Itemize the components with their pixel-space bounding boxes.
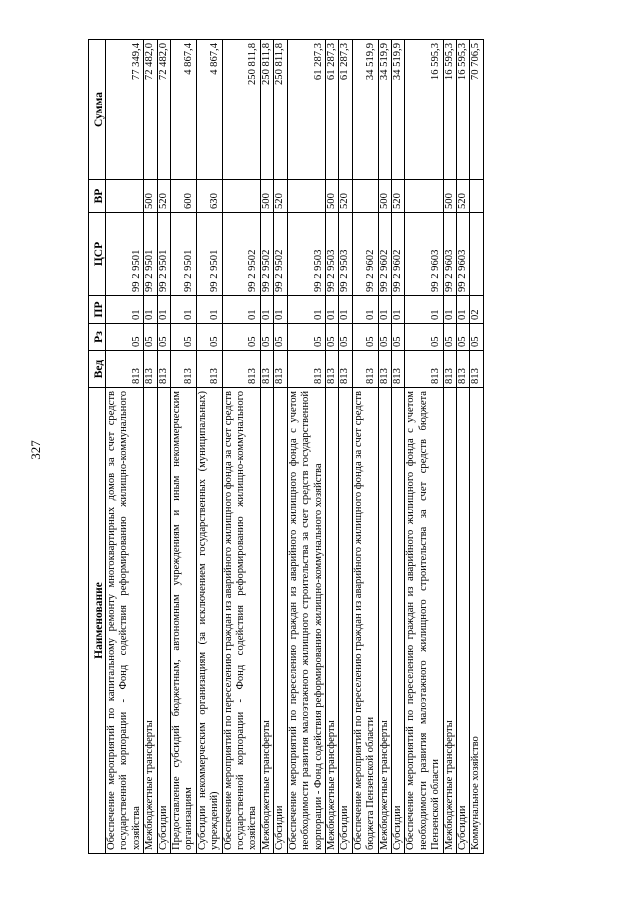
table-row (443, 40, 456, 854)
row-rz: 05 (391, 324, 404, 351)
row-rz: 05 (106, 324, 144, 351)
row-rz: 05 (339, 324, 352, 351)
row-name: Межбюджетные трансферты (144, 388, 157, 854)
row-csr: 99 2 9501 (171, 213, 197, 296)
budget-table (88, 39, 484, 854)
table-row (325, 40, 338, 854)
row-pr: 01 (171, 296, 197, 324)
row-csr: 99 2 9603 (405, 213, 443, 296)
row-sum: 4 867,4 (196, 40, 222, 180)
row-ved: 813 (405, 351, 443, 388)
row-vr (352, 180, 378, 213)
row-rz: 05 (456, 324, 469, 351)
row-rz: 05 (196, 324, 222, 351)
table-row (456, 40, 469, 854)
table-row (260, 40, 273, 854)
row-pr: 01 (405, 296, 443, 324)
row-ved: 813 (470, 351, 483, 388)
row-sum: 16 595,3 (405, 40, 443, 180)
row-pr: 01 (196, 296, 222, 324)
row-rz: 05 (470, 324, 483, 351)
row-csr: 99 2 9602 (352, 213, 378, 296)
row-ved: 813 (260, 351, 273, 388)
header-ved: Вед (89, 351, 106, 388)
row-csr: 99 2 9503 (339, 213, 352, 296)
row-sum: 16 595,3 (456, 40, 469, 180)
table-row (405, 40, 443, 854)
row-csr: 99 2 9503 (325, 213, 338, 296)
row-name: Коммунальное хозяйство (470, 388, 483, 854)
row-sum: 77 349,4 (106, 40, 144, 180)
row-ved: 813 (325, 351, 338, 388)
table-row (157, 40, 170, 854)
row-name: Субсидии (339, 388, 352, 854)
row-ved: 813 (144, 351, 157, 388)
header-sum: Сумма (89, 40, 106, 180)
row-rz: 05 (274, 324, 287, 351)
row-csr: 99 2 9502 (274, 213, 287, 296)
row-rz: 05 (405, 324, 443, 351)
row-pr: 01 (456, 296, 469, 324)
row-rz: 05 (157, 324, 170, 351)
row-name: Обеспечение мероприятий по переселению граждан из аварийного жилищного фонда с учетом необходимости развития малоэтажного жилищного строительства за счет средств бюджета Пензенской области (405, 388, 443, 854)
row-sum: 250 811,8 (274, 40, 287, 180)
row-sum: 61 287,3 (287, 40, 325, 180)
row-name: Субсидии (391, 388, 404, 854)
row-sum: 4 867,4 (171, 40, 197, 180)
row-vr: 500 (378, 180, 391, 213)
row-sum: 61 287,3 (339, 40, 352, 180)
row-ved: 813 (222, 351, 260, 388)
header-rz: Рз (89, 324, 106, 351)
row-pr: 01 (274, 296, 287, 324)
row-name: Субсидии (157, 388, 170, 854)
row-name: Предоставление субсидий бюджетным, автономным учреждениям и иным некоммерческим организациям (171, 388, 197, 854)
row-vr: 630 (196, 180, 222, 213)
row-sum: 16 595,3 (443, 40, 456, 180)
row-name: Субсидии (456, 388, 469, 854)
row-pr: 01 (106, 296, 144, 324)
row-csr: 99 2 9503 (287, 213, 325, 296)
row-ved: 813 (378, 351, 391, 388)
table-row (287, 40, 325, 854)
row-name: Субсидии (274, 388, 287, 854)
row-ved: 813 (287, 351, 325, 388)
row-sum: 250 811,8 (222, 40, 260, 180)
row-csr: 99 2 9501 (144, 213, 157, 296)
row-pr: 01 (260, 296, 273, 324)
row-rz: 05 (171, 324, 197, 351)
row-pr: 01 (339, 296, 352, 324)
row-rz: 05 (325, 324, 338, 351)
row-rz: 05 (260, 324, 273, 351)
row-rz: 05 (144, 324, 157, 351)
row-csr (470, 213, 483, 296)
row-ved: 813 (171, 351, 197, 388)
row-ved: 813 (456, 351, 469, 388)
row-name: Обеспечение мероприятий по переселению граждан из аварийного жилищного фонда за счет средств государственной корпорации - Фонд содействия реформированию жилищно-коммунального хозяйства (222, 388, 260, 854)
row-ved: 813 (157, 351, 170, 388)
row-pr: 01 (378, 296, 391, 324)
table-header-row (89, 40, 106, 854)
row-pr: 01 (391, 296, 404, 324)
row-ved: 813 (339, 351, 352, 388)
row-vr: 520 (274, 180, 287, 213)
header-vr: ВР (89, 180, 106, 213)
row-name: Межбюджетные трансферты (443, 388, 456, 854)
row-rz: 05 (378, 324, 391, 351)
row-csr: 99 2 9501 (196, 213, 222, 296)
row-csr: 99 2 9603 (456, 213, 469, 296)
row-sum: 250 811,8 (260, 40, 273, 180)
row-vr: 500 (144, 180, 157, 213)
row-rz: 05 (443, 324, 456, 351)
row-pr: 01 (222, 296, 260, 324)
row-csr: 99 2 9501 (157, 213, 170, 296)
header-pr: ПР (89, 296, 106, 324)
row-sum: 34 519,9 (391, 40, 404, 180)
row-vr: 520 (391, 180, 404, 213)
table-row (144, 40, 157, 854)
row-rz: 05 (222, 324, 260, 351)
row-pr: 01 (325, 296, 338, 324)
table-row (378, 40, 391, 854)
row-sum: 70 706,5 (470, 40, 483, 180)
row-vr (287, 180, 325, 213)
table-row (274, 40, 287, 854)
row-sum: 61 287,3 (325, 40, 338, 180)
table-row (196, 40, 222, 854)
page-number: 327 (28, 440, 43, 460)
row-vr: 600 (171, 180, 197, 213)
row-name: Субсидии некоммерческим организациям (за исключением государственных (муниципальных) учреждений) (196, 388, 222, 854)
row-name: Обеспечение мероприятий по капитальному ремонту многоквартирных домов за счет средств государственной корпорации - Фонд содействия реформированию жилищно-коммунального хозяйства (106, 388, 144, 854)
row-ved: 813 (443, 351, 456, 388)
row-rz: 05 (287, 324, 325, 351)
row-sum: 72 482,0 (144, 40, 157, 180)
row-vr: 520 (339, 180, 352, 213)
row-name: Обеспечение мероприятий по переселению граждан из аварийного жилищного фонда за счет средств бюджета Пензенской области (352, 388, 378, 854)
row-pr: 01 (443, 296, 456, 324)
table-row (391, 40, 404, 854)
row-csr: 99 2 9502 (222, 213, 260, 296)
row-vr (106, 180, 144, 213)
row-vr (470, 180, 483, 213)
table-row (470, 40, 483, 854)
row-csr: 99 2 9602 (378, 213, 391, 296)
row-pr: 01 (144, 296, 157, 324)
row-ved: 813 (106, 351, 144, 388)
row-name: Межбюджетные трансферты (378, 388, 391, 854)
row-vr: 520 (456, 180, 469, 213)
header-name: Наименование (89, 388, 106, 854)
table-row (171, 40, 197, 854)
row-name: Межбюджетные трансферты (260, 388, 273, 854)
row-ved: 813 (352, 351, 378, 388)
row-pr: 01 (352, 296, 378, 324)
table-row (339, 40, 352, 854)
row-name: Обеспечение мероприятий по переселению граждан из аварийного жилищного фонда с учетом необходимости развития малоэтажного жилищного строительства за счет средств государственной корпорации - Фонд содействия реформированию жилищно-коммунального хозяйства (287, 388, 325, 854)
row-pr: 02 (470, 296, 483, 324)
row-ved: 813 (196, 351, 222, 388)
header-csr: ЦСР (89, 213, 106, 296)
row-sum: 34 519,9 (378, 40, 391, 180)
row-vr: 520 (157, 180, 170, 213)
row-ved: 813 (274, 351, 287, 388)
row-vr: 500 (260, 180, 273, 213)
row-csr: 99 2 9501 (106, 213, 144, 296)
row-pr: 01 (287, 296, 325, 324)
table-row (222, 40, 260, 854)
row-vr (222, 180, 260, 213)
row-vr (405, 180, 443, 213)
row-csr: 99 2 9502 (260, 213, 273, 296)
row-vr: 500 (325, 180, 338, 213)
row-name: Межбюджетные трансферты (325, 388, 338, 854)
row-sum: 34 519,9 (352, 40, 378, 180)
row-vr: 500 (443, 180, 456, 213)
table-row (352, 40, 378, 854)
row-rz: 05 (352, 324, 378, 351)
row-ved: 813 (391, 351, 404, 388)
row-csr: 99 2 9602 (391, 213, 404, 296)
row-csr: 99 2 9603 (443, 213, 456, 296)
row-sum: 72 482,0 (157, 40, 170, 180)
rotated-budget-table (88, 40, 564, 854)
row-pr: 01 (157, 296, 170, 324)
table-row (106, 40, 144, 854)
